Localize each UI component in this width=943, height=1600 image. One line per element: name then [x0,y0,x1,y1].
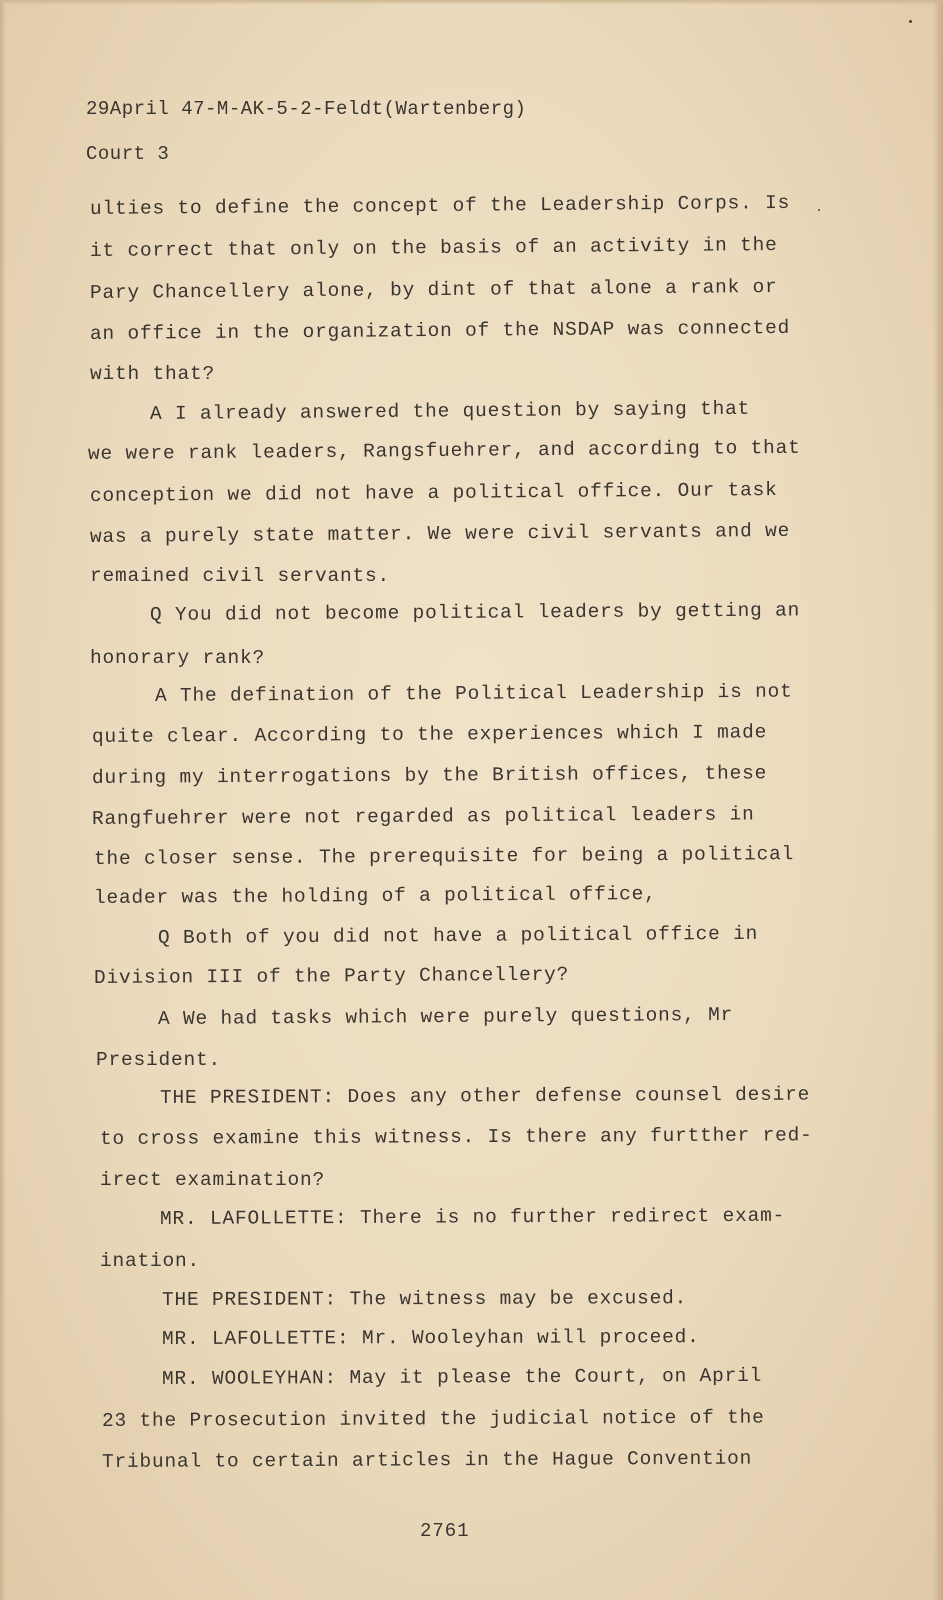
body-line: during my interrogations by the British offices, these [91,762,768,789]
speaker-line: MR. LAFOLLETTE: Mr. Wooleyhan will proceed. [161,1326,700,1350]
document-reference: 29April 47-M-AK-5-2-Feldt(Wartenberg) [86,98,527,120]
body-line: Pary Chancellery alone, by dint of that alone a rank or [89,275,778,304]
body-line: honorary rank? [90,647,266,669]
body-line: with that? [90,363,216,385]
body-line: leader was the holding of a political office, [93,883,657,909]
body-line: 23 the Prosecution invited the judicial notice of the [101,1406,765,1432]
question-line: Q You did not become political leaders by getting an [149,599,801,626]
speaker-line: MR. WOOLEYHAN: May it please the Court, on April [161,1364,763,1390]
body-line: Rangfuehrer were not regarded as political leaders in [91,803,755,830]
speaker-line: THE PRESIDENT: The witness may be excused. [161,1287,688,1311]
page-edge-right [933,0,943,1600]
body-line: Tribunal to certain articles in the Hague Convention [101,1447,753,1473]
paper-speck [818,209,820,211]
body-line: conception we did not have a political office. Our task [89,478,778,507]
body-line: Division III of the Party Chancellery? [93,963,570,989]
body-line: an office in the organization of the NSDAP was connected [89,316,791,345]
page-number: 2761 [420,1520,470,1542]
body-line: remained civil servants. [90,565,391,587]
body-line: irect examination? [100,1169,326,1191]
body-line: the closer sense. The prerequisite for being a political [93,843,795,870]
speaker-line: THE PRESIDENT: Does any other defense counsel desire [159,1083,811,1109]
body-line: ination. [100,1250,201,1272]
question-line: Q Both of you did not have a political office in [157,922,759,949]
answer-line: A I already answered the question by saying that [149,397,751,425]
page-edge-left [0,0,6,1600]
body-line: to cross examine this witness. Is there any furtther red- [99,1124,813,1150]
speaker-line: MR. LAFOLLETTE: There is no further redirect exam- [159,1204,786,1230]
answer-line: A The defination of the Political Leadership is not [154,680,793,707]
page-edge-top [0,0,943,5]
paper-speck [909,20,912,23]
body-line: President. [96,1049,222,1071]
body-line: we were rank leaders, Rangsfuehrer, and according to that [87,436,801,465]
body-line: quite clear. According to the experiences which I made [91,721,768,748]
body-line: was a purely state matter. We were civil servants and we [89,519,791,548]
answer-line: A We had tasks which were purely questions, Mr [157,1003,734,1030]
court-label: Court 3 [86,143,170,165]
body-line: ulties to define the concept of the Leadership Corps. Is [89,191,791,220]
body-line: it correct that only on the basis of an activity in the [89,233,778,262]
